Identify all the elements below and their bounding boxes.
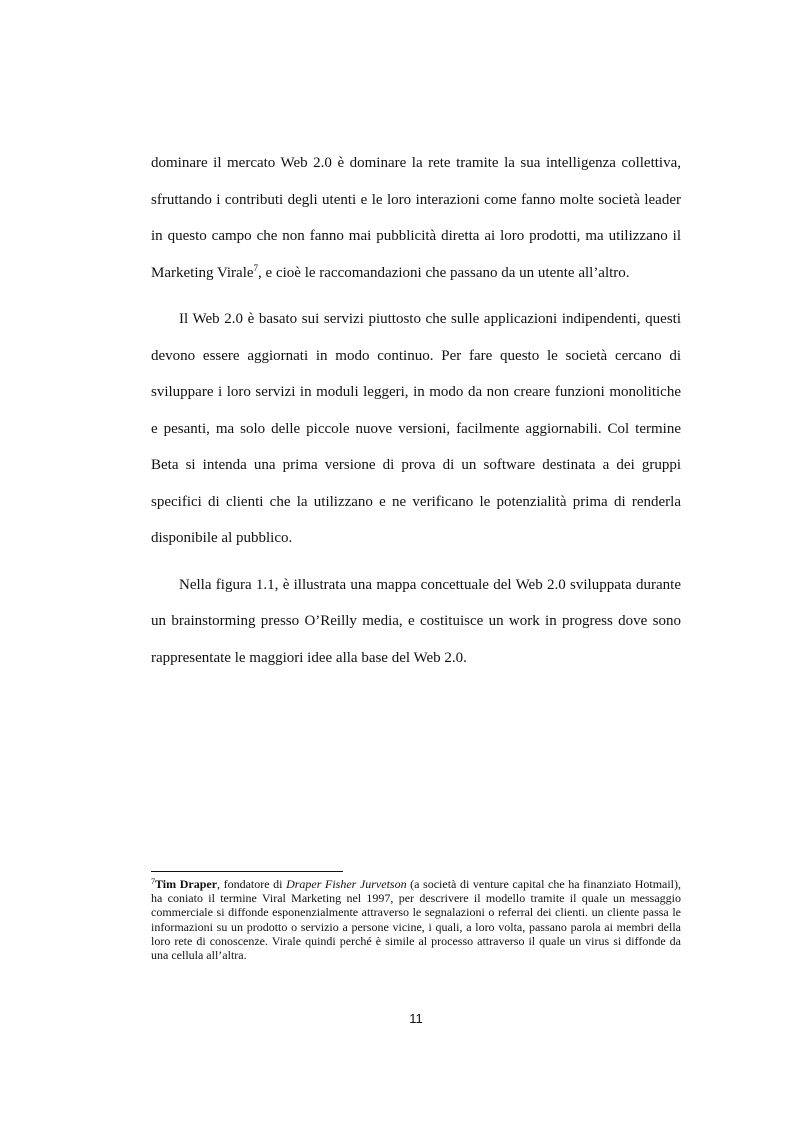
paragraph-3: Nella figura 1.1, è illustrata una mappa concettuale del Web 2.0 sviluppata durante un brainstorming presso O’Reilly media, e costituisce un work in progress dove sono rappresentate le maggiori idee alla base del Web 2.0. [151,576,681,666]
paragraph-1-text-end: , e cioè le raccomandazioni che passano da un utente all’altro. [258,264,630,281]
paragraph-1 [151,145,681,291]
footnote-text-part-1: , fondatore di [217,877,287,891]
footnote-company-name: Draper Fisher Jurvetson [286,877,407,891]
page-number: 11 [409,1011,423,1026]
paragraph-2: Il Web 2.0 è basato sui servizi piuttosto che sulle applicazioni indipendenti, questi devono essere aggiornati in modo continuo. Per fare questo le società cercano di sviluppare i loro servizi in moduli leggeri, in modo da non creare funzioni monolitiche e pesanti, ma solo delle piccole nuove versioni, facilmente aggiornabili. Col termine Beta si intenda una prima versione di prova di un software destinata a dei gruppi specifici di clienti che la utilizzano e ne verificano le potenzialità prima di renderla disponibile al pubblico. [151,311,681,546]
footnote-person-name: Tim Draper [155,877,218,891]
footnote-separator [151,871,343,872]
footnote-text-part-2: (a società di venture capital che ha finanziato Hotmail), ha coniato il termine Viral Marketing nel 1997, per descrivere il modello tramite il quale un messaggio commerciale si diffonde esponenzialmente attraverso le segnalazioni o referral dei clienti. un cliente passa le informazioni su un prodotto o servizio a persone vicine, i quali, a loro volta, passano parola ai membri della loro rete di conoscenze. Virale quindi perché è simile al processo attraverso il quale un virus si diffonde da una cellula all’altra. [151,877,682,963]
footnote-7 [151,877,681,962]
paragraph-1-text: dominare il mercato Web 2.0 è dominare la rete tramite la sua intelligenza collettiva, sfruttando i contributi degli utenti e le loro interazioni come fanno molte società leader in questo campo che non fanno mai pubblicità diretta ai loro prodotti, ma utilizzano il Marketing Virale [151,155,681,281]
footnote-marker: 7 [151,877,155,886]
body-text [151,145,681,676]
footnote-reference[interactable]: 7 [253,262,259,273]
